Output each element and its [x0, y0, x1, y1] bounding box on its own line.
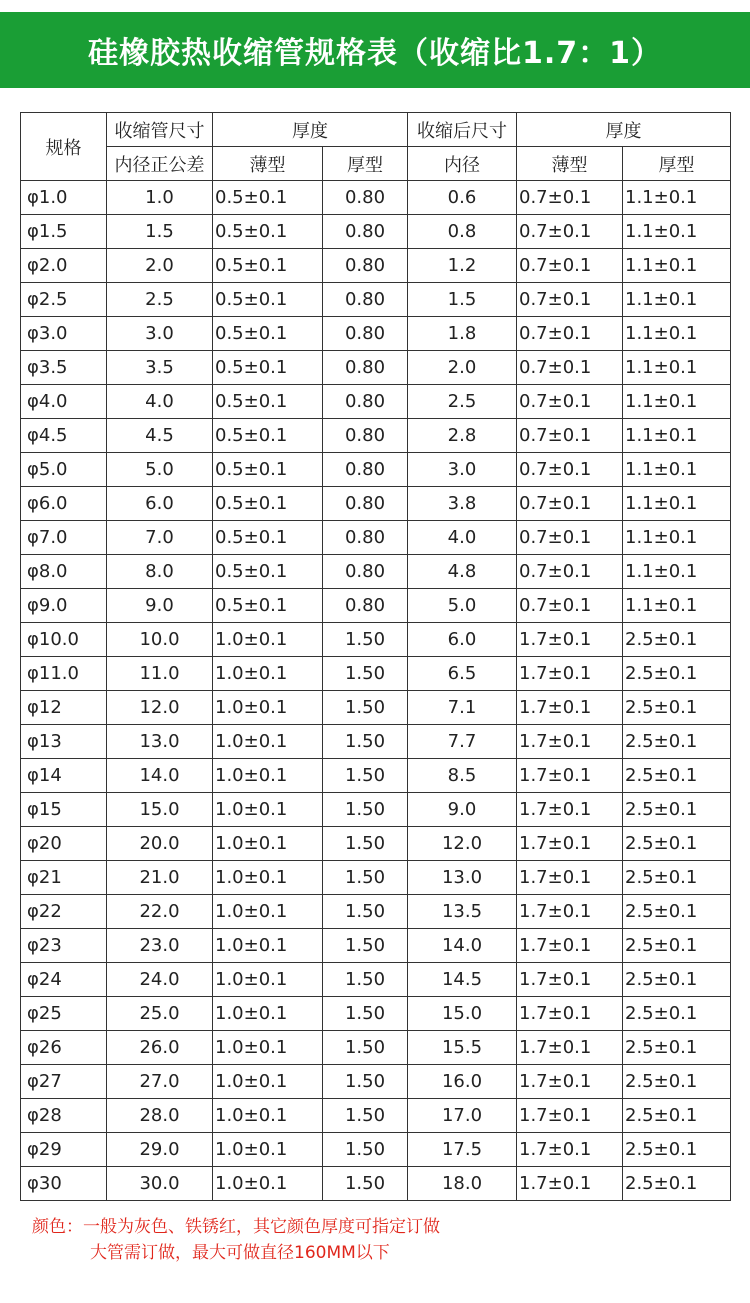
cell-after-id: 6.5 — [408, 657, 517, 691]
cell-thin-after: 0.7±0.1 — [517, 521, 623, 555]
cell-after-id: 14.0 — [408, 929, 517, 963]
cell-after-id: 17.0 — [408, 1099, 517, 1133]
cell-thick-after: 2.5±0.1 — [623, 929, 731, 963]
cell-thick-orig: 1.50 — [323, 657, 408, 691]
cell-after-id: 1.2 — [408, 249, 517, 283]
cell-orig-id: 6.0 — [107, 487, 213, 521]
cell-thin-orig: 1.0±0.1 — [213, 1065, 323, 1099]
table-row — [21, 181, 731, 215]
cell-orig-id: 27.0 — [107, 1065, 213, 1099]
cell-thin-orig: 1.0±0.1 — [213, 1133, 323, 1167]
cell-thick-after: 1.1±0.1 — [623, 283, 731, 317]
cell-thick-after: 2.5±0.1 — [623, 895, 731, 929]
cell-after-id: 4.8 — [408, 555, 517, 589]
cell-thick-orig: 1.50 — [323, 623, 408, 657]
cell-after-id: 5.0 — [408, 589, 517, 623]
cell-spec: φ2.0 — [21, 249, 107, 283]
cell-thin-after: 1.7±0.1 — [517, 691, 623, 725]
page-title: 硅橡胶热收缩管规格表（收缩比1.7：1） — [87, 36, 663, 71]
cell-thin-after: 1.7±0.1 — [517, 929, 623, 963]
cell-thick-after: 2.5±0.1 — [623, 1031, 731, 1065]
cell-thick-orig: 1.50 — [323, 861, 408, 895]
header-orig-size: 收缩管尺寸 — [107, 113, 213, 147]
cell-spec: φ1.5 — [21, 215, 107, 249]
cell-after-id: 2.0 — [408, 351, 517, 385]
cell-thin-orig: 1.0±0.1 — [213, 963, 323, 997]
header-thick-after: 厚型 — [623, 147, 731, 181]
header-thin-orig: 薄型 — [213, 147, 323, 181]
cell-thin-orig: 0.5±0.1 — [213, 487, 323, 521]
cell-thin-after: 0.7±0.1 — [517, 283, 623, 317]
cell-spec: φ3.5 — [21, 351, 107, 385]
cell-after-id: 13.5 — [408, 895, 517, 929]
cell-orig-id: 3.5 — [107, 351, 213, 385]
cell-thin-after: 0.7±0.1 — [517, 453, 623, 487]
cell-after-id: 0.6 — [408, 181, 517, 215]
header-thick-orig: 厚型 — [323, 147, 408, 181]
cell-thin-orig: 1.0±0.1 — [213, 623, 323, 657]
cell-spec: φ2.5 — [21, 283, 107, 317]
cell-thin-after: 1.7±0.1 — [517, 657, 623, 691]
cell-orig-id: 30.0 — [107, 1167, 213, 1201]
cell-thin-after: 1.7±0.1 — [517, 1065, 623, 1099]
cell-after-id: 13.0 — [408, 861, 517, 895]
cell-thick-orig: 1.50 — [323, 1099, 408, 1133]
cell-thick-after: 1.1±0.1 — [623, 249, 731, 283]
cell-spec: φ6.0 — [21, 487, 107, 521]
cell-thin-orig: 1.0±0.1 — [213, 1167, 323, 1201]
cell-thick-orig: 0.80 — [323, 419, 408, 453]
cell-thin-after: 1.7±0.1 — [517, 793, 623, 827]
cell-thin-orig: 1.0±0.1 — [213, 827, 323, 861]
footer-note — [32, 1214, 440, 1266]
cell-thick-orig: 1.50 — [323, 1133, 408, 1167]
cell-thin-after: 1.7±0.1 — [517, 1133, 623, 1167]
table-row — [21, 793, 731, 827]
table-row — [21, 929, 731, 963]
cell-thin-orig: 0.5±0.1 — [213, 249, 323, 283]
cell-orig-id: 7.0 — [107, 521, 213, 555]
cell-thin-orig: 0.5±0.1 — [213, 181, 323, 215]
cell-thin-orig: 1.0±0.1 — [213, 1031, 323, 1065]
cell-thin-after: 1.7±0.1 — [517, 1099, 623, 1133]
cell-thin-orig: 0.5±0.1 — [213, 555, 323, 589]
cell-thick-orig: 0.80 — [323, 453, 408, 487]
cell-after-id: 7.1 — [408, 691, 517, 725]
cell-orig-id: 2.5 — [107, 283, 213, 317]
cell-thick-orig: 0.80 — [323, 317, 408, 351]
table-row — [21, 419, 731, 453]
cell-thick-after: 1.1±0.1 — [623, 351, 731, 385]
cell-spec: φ7.0 — [21, 521, 107, 555]
table-row — [21, 521, 731, 555]
cell-spec: φ4.5 — [21, 419, 107, 453]
cell-thick-orig: 0.80 — [323, 555, 408, 589]
cell-thin-orig: 1.0±0.1 — [213, 929, 323, 963]
cell-spec: φ22 — [21, 895, 107, 929]
cell-spec: φ24 — [21, 963, 107, 997]
cell-after-id: 3.8 — [408, 487, 517, 521]
cell-thin-orig: 1.0±0.1 — [213, 759, 323, 793]
cell-after-id: 6.0 — [408, 623, 517, 657]
cell-thin-orig: 1.0±0.1 — [213, 725, 323, 759]
cell-thin-after: 1.7±0.1 — [517, 759, 623, 793]
cell-thin-orig: 0.5±0.1 — [213, 385, 323, 419]
cell-after-id: 3.0 — [408, 453, 517, 487]
cell-thick-after: 2.5±0.1 — [623, 827, 731, 861]
cell-orig-id: 14.0 — [107, 759, 213, 793]
header-orig-id: 内径正公差 — [107, 147, 213, 181]
cell-thick-after: 1.1±0.1 — [623, 487, 731, 521]
cell-spec: φ10.0 — [21, 623, 107, 657]
table-row — [21, 385, 731, 419]
cell-spec: φ11.0 — [21, 657, 107, 691]
header-spec: 规格 — [21, 113, 107, 181]
cell-thick-after: 1.1±0.1 — [623, 215, 731, 249]
cell-after-id: 4.0 — [408, 521, 517, 555]
cell-thick-orig: 0.80 — [323, 385, 408, 419]
cell-thick-orig: 1.50 — [323, 895, 408, 929]
cell-thick-after: 2.5±0.1 — [623, 1167, 731, 1201]
cell-orig-id: 23.0 — [107, 929, 213, 963]
cell-after-id: 14.5 — [408, 963, 517, 997]
cell-thick-after: 2.5±0.1 — [623, 725, 731, 759]
header-thin-after: 薄型 — [517, 147, 623, 181]
footer-note-line1: 颜色：一般为灰色、铁锈红，其它颜色厚度可指定订做 — [32, 1217, 440, 1237]
cell-after-id: 18.0 — [408, 1167, 517, 1201]
table-row — [21, 997, 731, 1031]
cell-thin-orig: 0.5±0.1 — [213, 589, 323, 623]
cell-orig-id: 26.0 — [107, 1031, 213, 1065]
table-row — [21, 589, 731, 623]
cell-orig-id: 20.0 — [107, 827, 213, 861]
cell-thick-orig: 1.50 — [323, 1031, 408, 1065]
cell-orig-id: 4.0 — [107, 385, 213, 419]
cell-thin-after: 0.7±0.1 — [517, 317, 623, 351]
cell-orig-id: 1.5 — [107, 215, 213, 249]
cell-thin-orig: 0.5±0.1 — [213, 419, 323, 453]
cell-thick-orig: 1.50 — [323, 997, 408, 1031]
cell-after-id: 15.0 — [408, 997, 517, 1031]
cell-spec: φ4.0 — [21, 385, 107, 419]
cell-spec: φ3.0 — [21, 317, 107, 351]
cell-thick-after: 2.5±0.1 — [623, 997, 731, 1031]
table-header-row — [21, 113, 731, 147]
cell-orig-id: 5.0 — [107, 453, 213, 487]
cell-thick-after: 2.5±0.1 — [623, 1065, 731, 1099]
table-row — [21, 1099, 731, 1133]
cell-thin-after: 0.7±0.1 — [517, 351, 623, 385]
cell-after-id: 1.8 — [408, 317, 517, 351]
cell-orig-id: 4.5 — [107, 419, 213, 453]
cell-spec: φ14 — [21, 759, 107, 793]
cell-thick-orig: 0.80 — [323, 589, 408, 623]
cell-thick-orig: 1.50 — [323, 963, 408, 997]
cell-thick-after: 2.5±0.1 — [623, 657, 731, 691]
cell-spec: φ15 — [21, 793, 107, 827]
table-subheader-row — [21, 147, 731, 181]
cell-thin-after: 1.7±0.1 — [517, 997, 623, 1031]
cell-spec: φ29 — [21, 1133, 107, 1167]
cell-thin-after: 0.7±0.1 — [517, 555, 623, 589]
cell-thick-after: 1.1±0.1 — [623, 419, 731, 453]
cell-thick-orig: 1.50 — [323, 929, 408, 963]
cell-spec: φ21 — [21, 861, 107, 895]
cell-thin-after: 1.7±0.1 — [517, 895, 623, 929]
cell-orig-id: 10.0 — [107, 623, 213, 657]
cell-thin-orig: 1.0±0.1 — [213, 997, 323, 1031]
cell-thin-after: 1.7±0.1 — [517, 827, 623, 861]
cell-orig-id: 29.0 — [107, 1133, 213, 1167]
table-row — [21, 691, 731, 725]
cell-thick-after: 2.5±0.1 — [623, 963, 731, 997]
cell-thick-after: 1.1±0.1 — [623, 555, 731, 589]
table-row — [21, 1065, 731, 1099]
cell-thin-after: 0.7±0.1 — [517, 181, 623, 215]
cell-thick-after: 1.1±0.1 — [623, 385, 731, 419]
cell-thin-after: 0.7±0.1 — [517, 487, 623, 521]
cell-spec: φ8.0 — [21, 555, 107, 589]
table-row — [21, 623, 731, 657]
cell-thin-orig: 1.0±0.1 — [213, 657, 323, 691]
cell-thin-after: 1.7±0.1 — [517, 1031, 623, 1065]
cell-thick-after: 1.1±0.1 — [623, 453, 731, 487]
cell-after-id: 15.5 — [408, 1031, 517, 1065]
cell-thick-after: 2.5±0.1 — [623, 623, 731, 657]
table-row — [21, 657, 731, 691]
cell-after-id: 17.5 — [408, 1133, 517, 1167]
table-row — [21, 215, 731, 249]
table-row — [21, 759, 731, 793]
cell-orig-id: 9.0 — [107, 589, 213, 623]
cell-thin-orig: 0.5±0.1 — [213, 453, 323, 487]
cell-thin-orig: 0.5±0.1 — [213, 351, 323, 385]
cell-thick-orig: 1.50 — [323, 725, 408, 759]
table-row — [21, 351, 731, 385]
table-row — [21, 861, 731, 895]
cell-thin-after: 1.7±0.1 — [517, 963, 623, 997]
cell-spec: φ23 — [21, 929, 107, 963]
table-row — [21, 1167, 731, 1201]
header-thickness-orig: 厚度 — [213, 113, 408, 147]
cell-thick-orig: 1.50 — [323, 691, 408, 725]
cell-thick-orig: 0.80 — [323, 215, 408, 249]
cell-thick-orig: 0.80 — [323, 487, 408, 521]
cell-spec: φ28 — [21, 1099, 107, 1133]
cell-thin-orig: 0.5±0.1 — [213, 283, 323, 317]
header-after-size: 收缩后尺寸 — [408, 113, 517, 147]
cell-thick-after: 1.1±0.1 — [623, 181, 731, 215]
table-row — [21, 317, 731, 351]
cell-thick-after: 2.5±0.1 — [623, 1133, 731, 1167]
cell-after-id: 8.5 — [408, 759, 517, 793]
cell-orig-id: 28.0 — [107, 1099, 213, 1133]
cell-thin-after: 0.7±0.1 — [517, 419, 623, 453]
cell-after-id: 12.0 — [408, 827, 517, 861]
cell-thick-orig: 1.50 — [323, 793, 408, 827]
spec-table — [20, 112, 731, 1201]
cell-orig-id: 12.0 — [107, 691, 213, 725]
table-row — [21, 827, 731, 861]
cell-thick-orig: 0.80 — [323, 521, 408, 555]
cell-after-id: 2.5 — [408, 385, 517, 419]
cell-thin-orig: 1.0±0.1 — [213, 895, 323, 929]
cell-orig-id: 3.0 — [107, 317, 213, 351]
cell-thick-orig: 1.50 — [323, 827, 408, 861]
cell-thin-orig: 1.0±0.1 — [213, 1099, 323, 1133]
table-row — [21, 453, 731, 487]
table-row — [21, 725, 731, 759]
cell-after-id: 2.8 — [408, 419, 517, 453]
cell-thin-orig: 1.0±0.1 — [213, 691, 323, 725]
cell-thin-after: 0.7±0.1 — [517, 385, 623, 419]
cell-orig-id: 13.0 — [107, 725, 213, 759]
cell-orig-id: 21.0 — [107, 861, 213, 895]
cell-spec: φ30 — [21, 1167, 107, 1201]
table-row — [21, 555, 731, 589]
cell-thin-after: 1.7±0.1 — [517, 861, 623, 895]
table-row — [21, 963, 731, 997]
page-title-banner — [0, 12, 750, 88]
cell-after-id: 0.8 — [408, 215, 517, 249]
cell-thin-after: 0.7±0.1 — [517, 215, 623, 249]
table-row — [21, 283, 731, 317]
cell-after-id: 7.7 — [408, 725, 517, 759]
cell-thick-after: 1.1±0.1 — [623, 589, 731, 623]
cell-orig-id: 15.0 — [107, 793, 213, 827]
cell-thin-orig: 0.5±0.1 — [213, 317, 323, 351]
cell-thick-after: 2.5±0.1 — [623, 691, 731, 725]
cell-thick-after: 2.5±0.1 — [623, 793, 731, 827]
header-after-id: 内径 — [408, 147, 517, 181]
header-thickness-after: 厚度 — [517, 113, 731, 147]
cell-spec: φ25 — [21, 997, 107, 1031]
cell-thick-orig: 0.80 — [323, 249, 408, 283]
cell-spec: φ20 — [21, 827, 107, 861]
cell-spec: φ27 — [21, 1065, 107, 1099]
cell-orig-id: 8.0 — [107, 555, 213, 589]
cell-spec: φ9.0 — [21, 589, 107, 623]
cell-spec: φ5.0 — [21, 453, 107, 487]
table-row — [21, 1133, 731, 1167]
cell-orig-id: 22.0 — [107, 895, 213, 929]
cell-thin-after: 0.7±0.1 — [517, 589, 623, 623]
cell-orig-id: 2.0 — [107, 249, 213, 283]
cell-orig-id: 25.0 — [107, 997, 213, 1031]
table-row — [21, 895, 731, 929]
footer-note-line2: 大管需订做，最大可做直径160MM以下 — [90, 1243, 390, 1263]
cell-orig-id: 24.0 — [107, 963, 213, 997]
cell-thick-after: 2.5±0.1 — [623, 1099, 731, 1133]
cell-orig-id: 11.0 — [107, 657, 213, 691]
cell-thin-orig: 0.5±0.1 — [213, 521, 323, 555]
cell-thick-orig: 1.50 — [323, 1167, 408, 1201]
cell-thin-orig: 0.5±0.1 — [213, 215, 323, 249]
cell-thick-orig: 1.50 — [323, 1065, 408, 1099]
table-row — [21, 487, 731, 521]
table-row — [21, 249, 731, 283]
cell-thin-orig: 1.0±0.1 — [213, 793, 323, 827]
cell-after-id: 1.5 — [408, 283, 517, 317]
cell-after-id: 9.0 — [408, 793, 517, 827]
cell-thick-after: 1.1±0.1 — [623, 521, 731, 555]
cell-thick-orig: 0.80 — [323, 181, 408, 215]
cell-thin-after: 1.7±0.1 — [517, 1167, 623, 1201]
cell-thick-orig: 0.80 — [323, 283, 408, 317]
cell-thick-after: 1.1±0.1 — [623, 317, 731, 351]
cell-thin-orig: 1.0±0.1 — [213, 861, 323, 895]
cell-thick-after: 2.5±0.1 — [623, 861, 731, 895]
cell-thick-orig: 1.50 — [323, 759, 408, 793]
cell-spec: φ12 — [21, 691, 107, 725]
cell-orig-id: 1.0 — [107, 181, 213, 215]
cell-thick-orig: 0.80 — [323, 351, 408, 385]
cell-thin-after: 1.7±0.1 — [517, 725, 623, 759]
cell-thin-after: 1.7±0.1 — [517, 623, 623, 657]
cell-spec: φ13 — [21, 725, 107, 759]
cell-after-id: 16.0 — [408, 1065, 517, 1099]
cell-spec: φ1.0 — [21, 181, 107, 215]
cell-thin-after: 0.7±0.1 — [517, 249, 623, 283]
cell-spec: φ26 — [21, 1031, 107, 1065]
table-row — [21, 1031, 731, 1065]
cell-thick-after: 2.5±0.1 — [623, 759, 731, 793]
